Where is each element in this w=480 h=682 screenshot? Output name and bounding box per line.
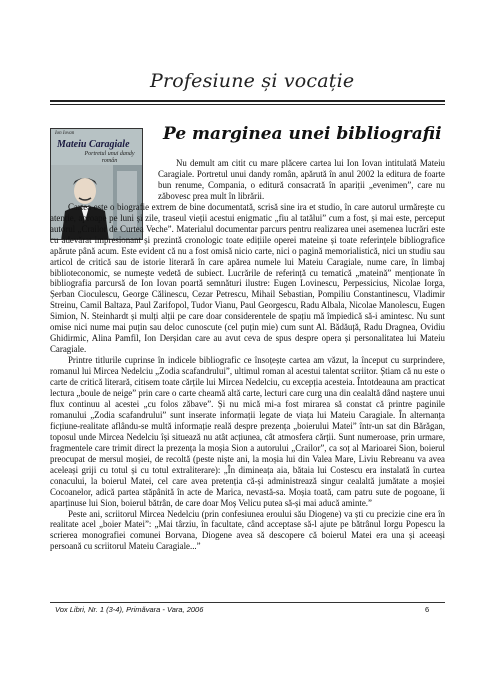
paragraph-2: Cartea este o biografie extrem de bine documentată, scrisă sine ira et studio, în care autorul urmărește cu atenție, aproape pe luni și zile, traseul vieții acestui enigmatic „fiu al tatălui” cum a fost, și mai este, perceput autorul „Crailor de Curtea Veche”. Materialul documentar parcurs pentru realizarea unei asemenea lucrări este cu adevărat impresionant și prezintă cronologic toate edițiile operei mateine și toate referințele bibliografice apărute până acum. Este evident că nu a fost omisă nicio carte, nici o pagină memorialistică, nici un studiu sau articol de critică sau de istorie literară în care apărea numele lui Mateiu Caragiale, nume care, în limbaj biblioteconomic, se numește vedetă de subiect. Lucrările de referință cu tematică „mateină” menționate în bibliografia parcursă de Ion Iovan poartă semnături ilustre: Eugen Lovinescu, Perpessicius, Nicolae Iorga, Șerban Cioculescu, George Călinescu, Cezar Petrescu, Mihail Sebastian, Pompiliu Constantinescu, Vladimir Streinu, Camil Baltaza, Paul Zarifopol, Tudor Vianu, Paul Georgescu, Radu Albala, Nicolae Manolescu, Eugen Simion, N. Steinhardt și mulți alții pe care doar considerentele de spațiu mă împiedică să-i amintesc. Nu sunt omise nici nume mai puțin sau deloc cunoscute (cel puțin mie) cum sunt Al. Bădăuță, Radu Dragnea, Ovidiu Ghidirmic, Alina Pamfil, Ion Derșidan care au avut ceva de spus despre opera și personalitatea lui Mateiu Caragiale. [50,201,445,355]
footer-page-number: 6 [425,605,430,614]
footer-rule [50,602,445,603]
cover-author: Ion Iovan [55,131,75,136]
paragraph-4: Peste ani, scriitorul Mircea Nedelciu (prin confesiunea eroului său Diogene) va ști cu precizie cine era în realitate acel „boier Matei”: „Mai târziu, în facultate, când acceptase să-l ajute pe bătrânul Iorgu Popescu la scrierea monografiei comunei Borvana, Diogene avea să descopere că boierul Matei era una și aceeași persoană cu scriitorul Mateiu Caragiale...” [50,508,445,552]
cover-title: Mateiu Caragiale [57,139,130,150]
section-title: Profesiune și vocație [150,70,355,92]
footer-journal: Vox Libri, Nr. 1 (3-4), Primăvara - Vara, 2006 [55,605,204,614]
paragraph-1: Nu demult am citit cu mare plăcere cartea lui Ion Iovan intitulată Mateiu Caragiale. Portretul unui dandy român, apărută în anul 2002 la editura de foarte bun renume, Compania, o editură consacrată în apariții „evenimen”, care nu zăbovesc prea mult în librării. [158,158,445,201]
cover-subtitle: Portretul unui dandy român [84,151,135,164]
article-body [50,158,445,552]
article-title: Pe marginea unei bibliografii [163,124,442,144]
title-rule [50,100,445,102]
paragraph-3: Printre titlurile cuprinse în indicele bibliografic ce însoțește cartea am văzut, la început cu surprindere, romanul lui Mircea Nedelciu „Zodia scafandrului”, ultimul roman al acestui talentat scriitor. Știam că nu este o carte de critică literară, citisem toate cărțile lui Mircea Nedelciu, cu excepția acesteia. Întotdeauna am practicat lectura „boule de neige” prin care o carte cheamă altă carte, lecturi care curg una din cealaltă dând naștere unui flux continuu al acestei „cu folos zăbave”. Și nu mică mi-a fost mirarea să constat că printre paginile romanului „Zodia scafandrului” sunt inserate informații legate de viața lui Mateiu Caragiale. În alternanța ficțiune-realitate aflându-se multă informație reală despre prezența „boierului Matei” într-un sat din Bărăgan, toposul unde Mircea Nedelciu își situează nu atât acțiunea, cât atmosfera cărții. Sunt numeroase, prin urmare, fragmentele care trimit direct la prezența la moșia Sion a autorului „Crailor”, ca soț al Marioarei Sion, boierul preocupat de mersul moșiei, de recoltă (peste niște ani, la moșia lui din Valea Mare, Liviu Rebreanu va avea aceleași griji cu totul și cu totul extraliterare): „În dimineața aia, bătaia lui Costescu era instalată în curtea conacului, la boierul Matei, cel care avea pretenția că-și administrează singur cealaltă jumătate a moșiei Cocoanelor, adică partea stăpânită în acte de Marica, nevastă-sa. Moșia toată, cam patru sute de pogoane, îi aparținuse lui Sion, boierul bătrân, de care doar Moș Velicu putea să-și mai aducă aminte.” [50,355,445,508]
